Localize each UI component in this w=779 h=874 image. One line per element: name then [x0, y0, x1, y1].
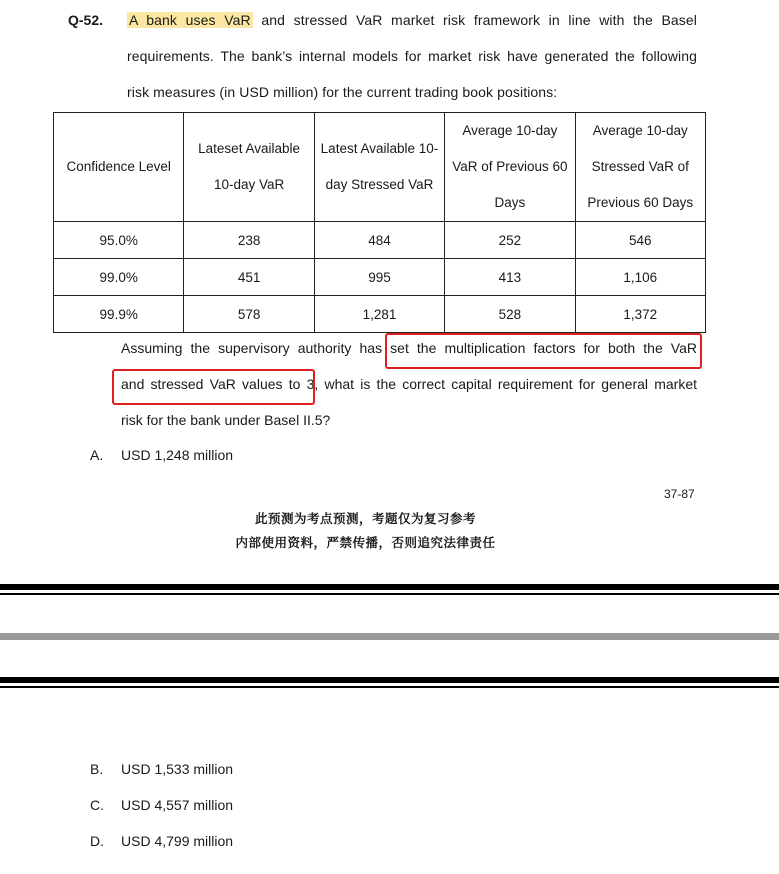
option-letter: C. — [90, 797, 104, 813]
table-cell: 1,106 — [575, 259, 705, 296]
table-header-cell: Average 10-day VaR of Previous 60 Days — [445, 113, 575, 222]
question-line-1-rest: and stressed VaR market risk framework in line with the Basel — [261, 12, 697, 28]
question-line-1 — [127, 12, 697, 28]
question-number: Q-52. — [68, 12, 104, 28]
option-letter: D. — [90, 833, 104, 849]
question-line-2: requirements. The bank’s internal models for market risk have generated the following — [127, 48, 697, 64]
table-cell: 99.0% — [54, 259, 184, 296]
table-cell: 578 — [184, 296, 314, 333]
table-header-row — [54, 113, 706, 222]
table-cell: 546 — [575, 222, 705, 259]
table-row — [54, 296, 706, 333]
table-cell: 95.0% — [54, 222, 184, 259]
page-divider — [0, 686, 779, 688]
page-divider — [0, 593, 779, 595]
option-text: USD 4,799 million — [121, 833, 234, 849]
table-cell: 484 — [314, 222, 444, 259]
text-part: , what is the correct capital requirement for general market — [314, 376, 697, 392]
table-row — [54, 222, 706, 259]
option-text: USD 1,533 million — [121, 761, 234, 777]
table-header-cell: Lateset Available 10-day VaR — [184, 113, 314, 222]
option-letter: B. — [90, 761, 104, 777]
footer-note: 内部使用资料，严禁传播，否则追究法律责任 — [235, 536, 496, 550]
option-letter: A. — [90, 447, 104, 463]
text-part: Assuming the supervisory authority has — [121, 340, 383, 356]
highlighted-phrase: A bank uses VaR — [129, 12, 251, 28]
page-gap — [0, 633, 779, 640]
page-divider — [0, 584, 779, 590]
question-text-line-3: risk for the bank under Basel II.5? — [121, 412, 331, 428]
option-text: USD 4,557 million — [121, 797, 234, 813]
question-line-3: risk measures (in USD million) for the current trading book positions: — [127, 84, 558, 100]
table-header-cell: Average 10-day Stressed VaR of Previous 60 Days — [575, 113, 705, 222]
page-divider — [0, 677, 779, 683]
table-header-cell: Latest Available 10-day Stressed VaR — [314, 113, 444, 222]
table-cell: 995 — [314, 259, 444, 296]
table-row — [54, 259, 706, 296]
table-cell: 238 — [184, 222, 314, 259]
red-annotation-box — [385, 333, 702, 369]
option-text: USD 1,248 million — [121, 447, 234, 463]
table-cell: 1,281 — [314, 296, 444, 333]
red-annotation-box — [112, 369, 315, 405]
table-cell: 413 — [445, 259, 575, 296]
table-cell: 99.9% — [54, 296, 184, 333]
annotated-text: and stressed VaR values to 3 — [121, 376, 315, 392]
risk-measures-table — [53, 112, 706, 333]
table-cell: 528 — [445, 296, 575, 333]
table-cell: 1,372 — [575, 296, 705, 333]
page-number: 37-87 — [664, 487, 695, 501]
table-cell: 451 — [184, 259, 314, 296]
table-header-cell: Confidence Level — [54, 113, 184, 222]
table-cell: 252 — [445, 222, 575, 259]
footer-note: 此预测为考点预测，考题仅为复习参考 — [254, 512, 476, 526]
annotated-text: set the multiplication factors for both the VaR — [390, 340, 697, 356]
